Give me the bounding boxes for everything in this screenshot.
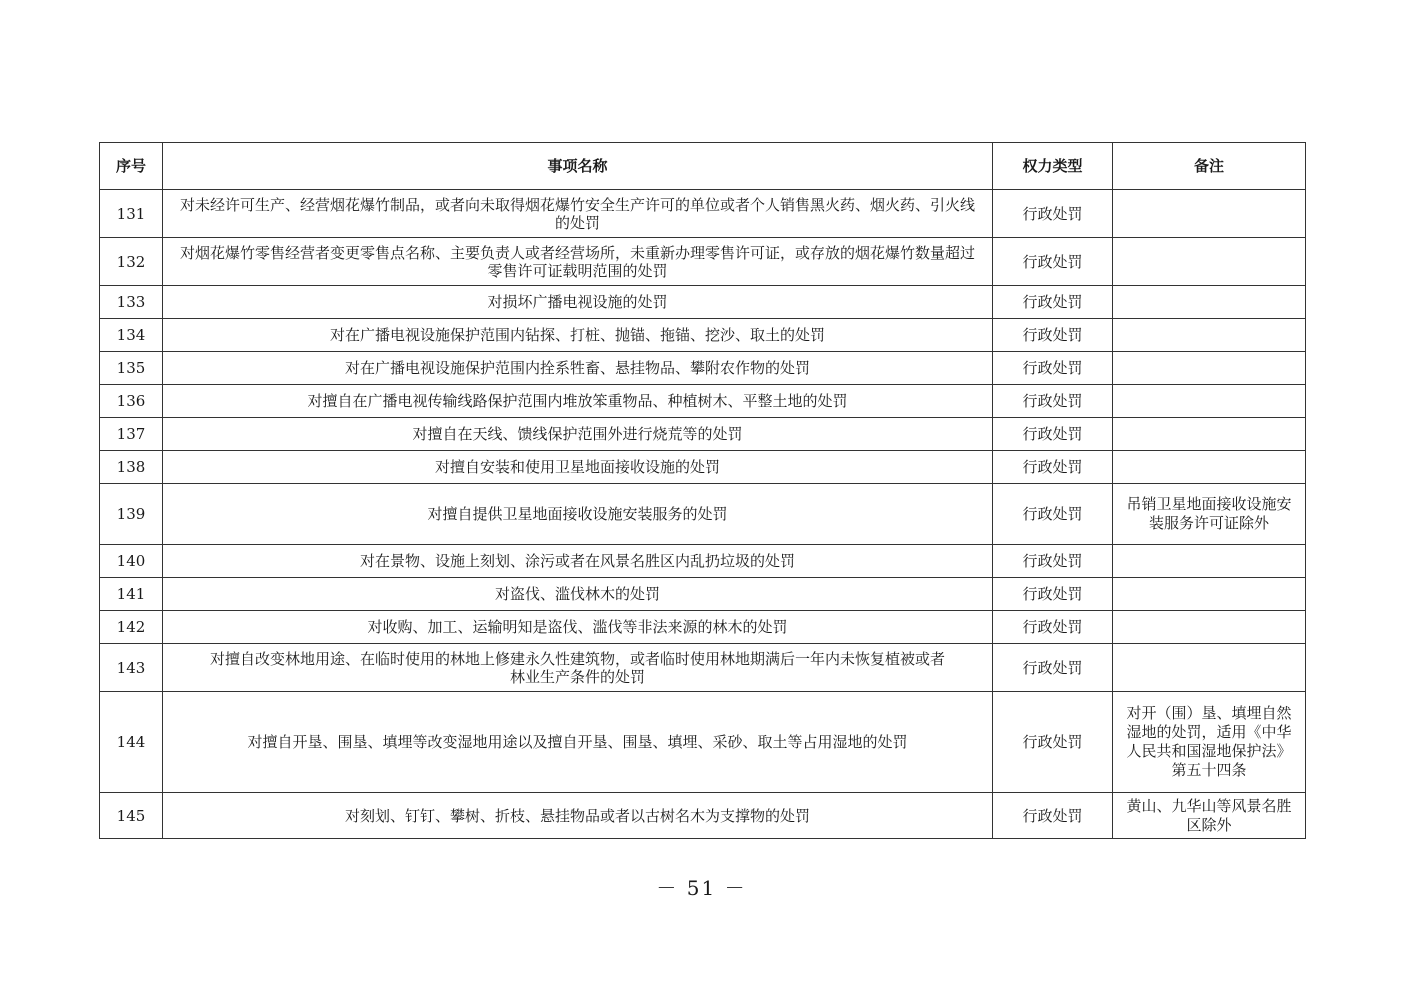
row-remarks: 吊销卫星地面接收设施安装服务许可证除外 — [1113, 484, 1306, 545]
row-item-name: 对未经许可生产、经营烟花爆竹制品，或者向未取得烟花爆竹安全生产许可的单位或者个人销售黑火药、烟火药、引火线的处罚 — [163, 190, 993, 238]
row-serial-number: 133 — [100, 286, 163, 319]
row-item-name: 对擅自在天线、馈线保护范围外进行烧荒等的处罚 — [163, 418, 993, 451]
header-item-name: 事项名称 — [163, 143, 993, 190]
row-power-type: 行政处罚 — [993, 385, 1113, 418]
row-serial-number: 134 — [100, 319, 163, 352]
table-row — [100, 545, 1306, 578]
row-power-type: 行政处罚 — [993, 451, 1113, 484]
row-serial-number: 142 — [100, 611, 163, 644]
row-item-name: 对在广播电视设施保护范围内拴系牲畜、悬挂物品、攀附农作物的处罚 — [163, 352, 993, 385]
row-serial-number: 145 — [100, 793, 163, 839]
row-serial-number: 139 — [100, 484, 163, 545]
row-remarks — [1113, 352, 1306, 385]
row-power-type: 行政处罚 — [993, 644, 1113, 692]
row-item-name: 对擅自安装和使用卫星地面接收设施的处罚 — [163, 451, 993, 484]
row-serial-number: 132 — [100, 238, 163, 286]
row-remarks — [1113, 238, 1306, 286]
row-remarks: 黄山、九华山等风景名胜区除外 — [1113, 793, 1306, 839]
table-row — [100, 692, 1306, 793]
table-row — [100, 385, 1306, 418]
row-power-type: 行政处罚 — [993, 352, 1113, 385]
row-serial-number: 138 — [100, 451, 163, 484]
table-row — [100, 451, 1306, 484]
table-row — [100, 578, 1306, 611]
row-remarks — [1113, 385, 1306, 418]
row-remarks — [1113, 644, 1306, 692]
row-item-name: 对擅自开垦、围垦、填埋等改变湿地用途以及擅自开垦、围垦、填埋、采砂、取土等占用湿地的处罚 — [163, 692, 993, 793]
row-item-name: 对损坏广播电视设施的处罚 — [163, 286, 993, 319]
row-item-name: 对烟花爆竹零售经营者变更零售点名称、主要负责人或者经营场所，未重新办理零售许可证，或存放的烟花爆竹数量超过零售许可证载明范围的处罚 — [163, 238, 993, 286]
row-item-name: 对收购、加工、运输明知是盗伐、滥伐等非法来源的林木的处罚 — [163, 611, 993, 644]
row-serial-number: 141 — [100, 578, 163, 611]
row-power-type: 行政处罚 — [993, 692, 1113, 793]
table-row — [100, 611, 1306, 644]
row-remarks — [1113, 418, 1306, 451]
items-table — [99, 142, 1306, 839]
table-row — [100, 644, 1306, 692]
row-power-type: 行政处罚 — [993, 611, 1113, 644]
header-power-type: 权力类型 — [993, 143, 1113, 190]
row-remarks — [1113, 578, 1306, 611]
row-power-type: 行政处罚 — [993, 286, 1113, 319]
row-power-type: 行政处罚 — [993, 578, 1113, 611]
row-item-name: 对盗伐、滥伐林木的处罚 — [163, 578, 993, 611]
row-power-type: 行政处罚 — [993, 319, 1113, 352]
row-remarks — [1113, 611, 1306, 644]
row-remarks — [1113, 451, 1306, 484]
row-serial-number: 136 — [100, 385, 163, 418]
row-serial-number: 144 — [100, 692, 163, 793]
row-remarks — [1113, 319, 1306, 352]
row-power-type: 行政处罚 — [993, 418, 1113, 451]
row-remarks — [1113, 545, 1306, 578]
row-item-name: 对在景物、设施上刻划、涂污或者在风景名胜区内乱扔垃圾的处罚 — [163, 545, 993, 578]
header-remarks: 备注 — [1113, 143, 1306, 190]
row-item-name: 对擅自在广播电视传输线路保护范围内堆放笨重物品、种植树木、平整土地的处罚 — [163, 385, 993, 418]
table-row — [100, 319, 1306, 352]
table-row — [100, 190, 1306, 238]
table-row — [100, 418, 1306, 451]
header-serial-number: 序号 — [100, 143, 163, 190]
row-power-type: 行政处罚 — [993, 793, 1113, 839]
table-row — [100, 238, 1306, 286]
row-serial-number: 137 — [100, 418, 163, 451]
row-power-type: 行政处罚 — [993, 484, 1113, 545]
row-item-name: 对擅自改变林地用途、在临时使用的林地上修建永久性建筑物，或者临时使用林地期满后一年内未恢复植被或者林业生产条件的处罚 — [163, 644, 993, 692]
table-row — [100, 286, 1306, 319]
table-header-row — [100, 143, 1306, 190]
row-power-type: 行政处罚 — [993, 545, 1113, 578]
table-row — [100, 793, 1306, 839]
row-remarks — [1113, 286, 1306, 319]
row-serial-number: 140 — [100, 545, 163, 578]
row-item-name: 对在广播电视设施保护范围内钻探、打桩、抛锚、拖锚、挖沙、取土的处罚 — [163, 319, 993, 352]
page-number: － 51 － — [656, 876, 747, 900]
row-item-name: 对擅自提供卫星地面接收设施安装服务的处罚 — [163, 484, 993, 545]
row-serial-number: 131 — [100, 190, 163, 238]
row-remarks: 对开（围）垦、填埋自然湿地的处罚，适用《中华人民共和国湿地保护法》第五十四条 — [1113, 692, 1306, 793]
row-item-name: 对刻划、钉钉、攀树、折枝、悬挂物品或者以古树名木为支撑物的处罚 — [163, 793, 993, 839]
table-row — [100, 484, 1306, 545]
row-serial-number: 135 — [100, 352, 163, 385]
row-power-type: 行政处罚 — [993, 190, 1113, 238]
row-serial-number: 143 — [100, 644, 163, 692]
row-remarks — [1113, 190, 1306, 238]
row-power-type: 行政处罚 — [993, 238, 1113, 286]
table-row — [100, 352, 1306, 385]
